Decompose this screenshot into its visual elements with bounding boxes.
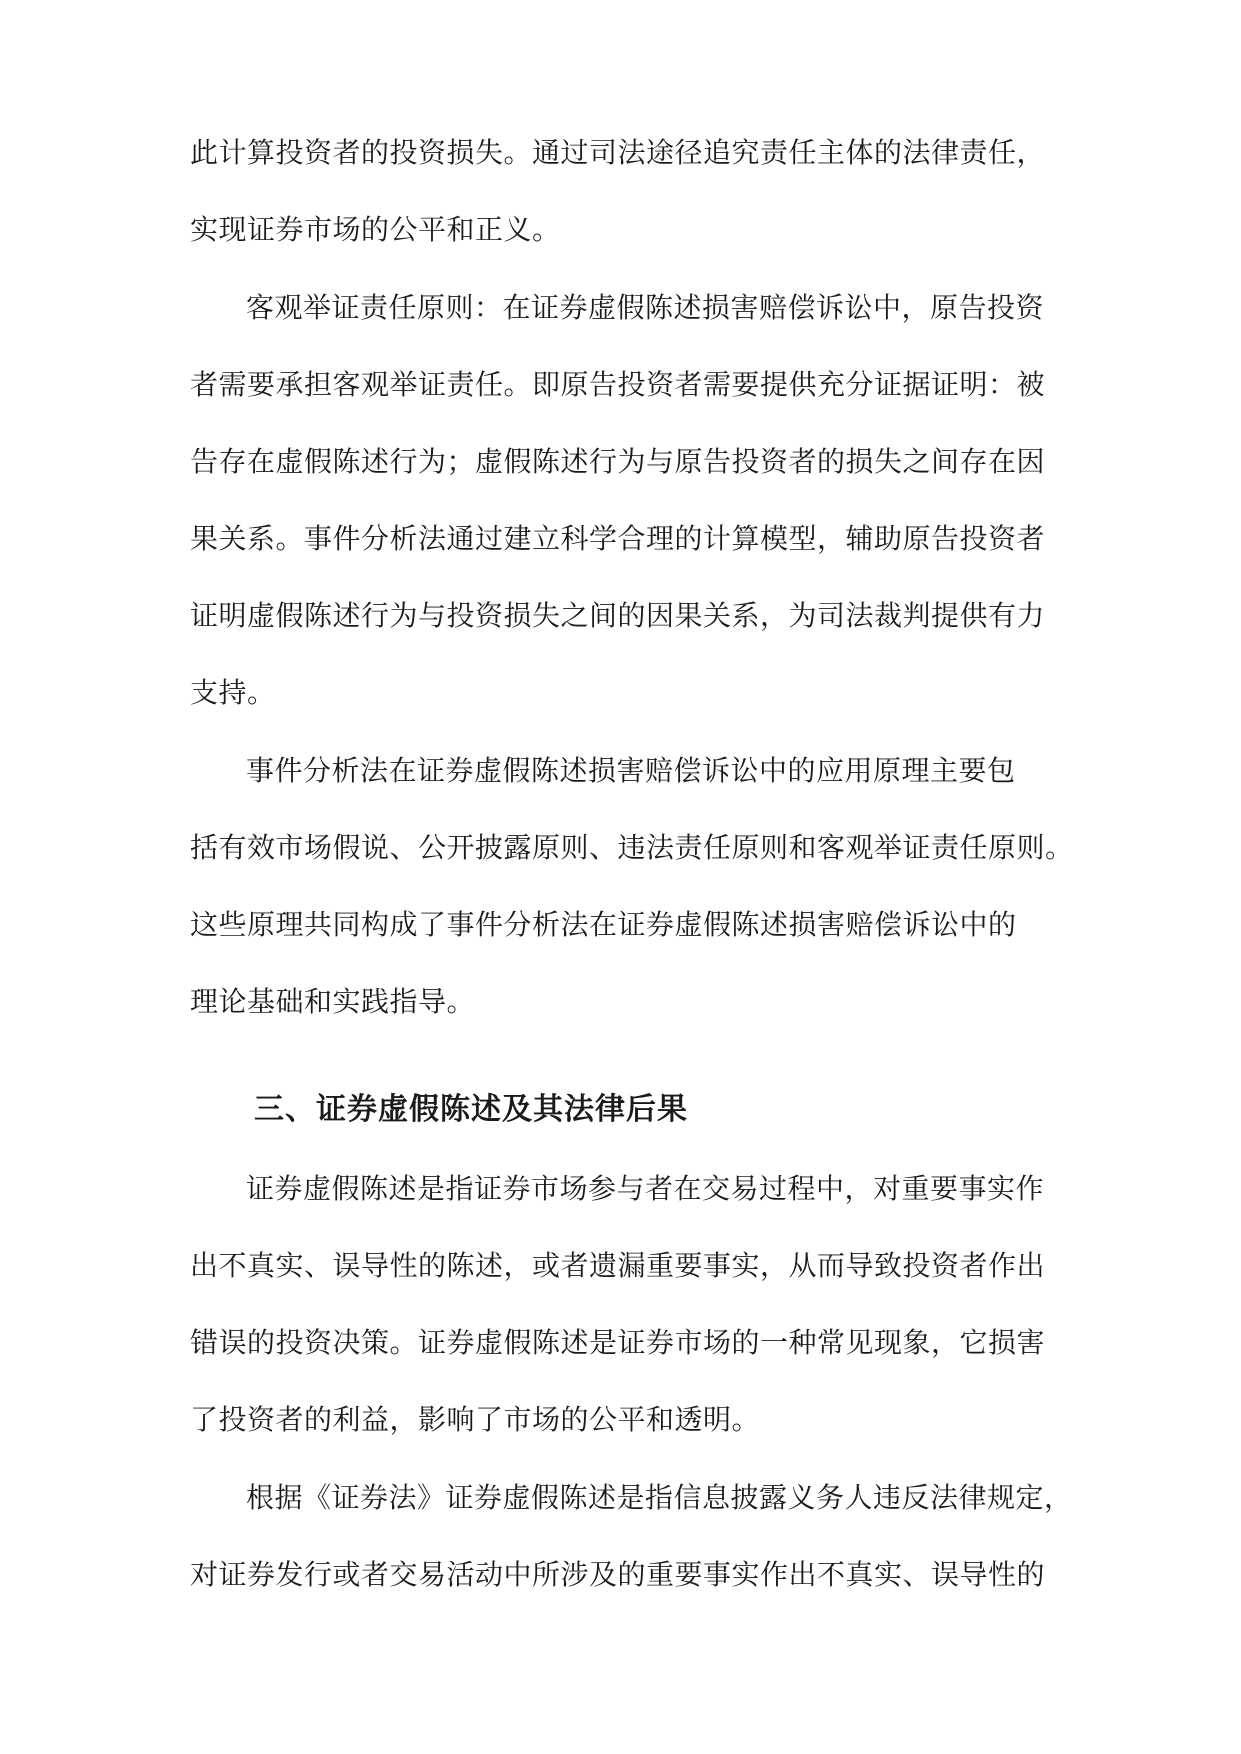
- paragraph-line: 理论基础和实践指导。: [190, 985, 476, 1018]
- paragraph-line: 事件分析法在证券虚假陈述损害赔偿诉讼中的应用原理主要包: [246, 754, 1016, 787]
- section-heading: 三、证券虚假陈述及其法律后果: [254, 1092, 688, 1127]
- paragraph-line: 实现证券市场的公平和正义。: [190, 213, 561, 246]
- paragraph-line: 者需要承担客观举证责任。即原告投资者需要提供充分证据证明：被: [190, 368, 1046, 401]
- paragraph-line: 告存在虚假陈述行为；虚假陈述行为与原告投资者的损失之间存在因: [190, 445, 1046, 478]
- paragraph-line: 错误的投资决策。证券虚假陈述是证券市场的一种常见现象，它损害: [190, 1326, 1046, 1359]
- paragraph-line: 根据《证券法》证券虚假陈述是指信息披露义务人违反法律规定，: [246, 1481, 1073, 1514]
- paragraph-line: 对证券发行或者交易活动中所涉及的重要事实作出不真实、误导性的: [190, 1558, 1046, 1591]
- paragraph-line: 果关系。事件分析法通过建立科学合理的计算模型，辅助原告投资者: [190, 522, 1046, 555]
- paragraph-line: 这些原理共同构成了事件分析法在证券虚假陈述损害赔偿诉讼中的: [190, 908, 1017, 941]
- paragraph-line: 支持。: [190, 676, 276, 709]
- paragraph-line: 证券虚假陈述是指证券市场参与者在交易过程中，对重要事实作: [246, 1172, 1045, 1205]
- paragraph-line: 证明虚假陈述行为与投资损失之间的因果关系，为司法裁判提供有力: [190, 599, 1046, 632]
- paragraph-line: 出不真实、误导性的陈述，或者遗漏重要事实，从而导致投资者作出: [190, 1249, 1046, 1282]
- paragraph-line: 括有效市场假说、公开披露原则、违法责任原则和客观举证责任原则。: [190, 831, 1074, 864]
- paragraph-line: 了投资者的利益，影响了市场的公平和透明。: [190, 1403, 761, 1436]
- paragraph-line: 此计算投资者的投资损失。通过司法途径追究责任主体的法律责任，: [190, 136, 1046, 169]
- paragraph-line: 客观举证责任原则：在证券虚假陈述损害赔偿诉讼中，原告投资: [246, 291, 1045, 324]
